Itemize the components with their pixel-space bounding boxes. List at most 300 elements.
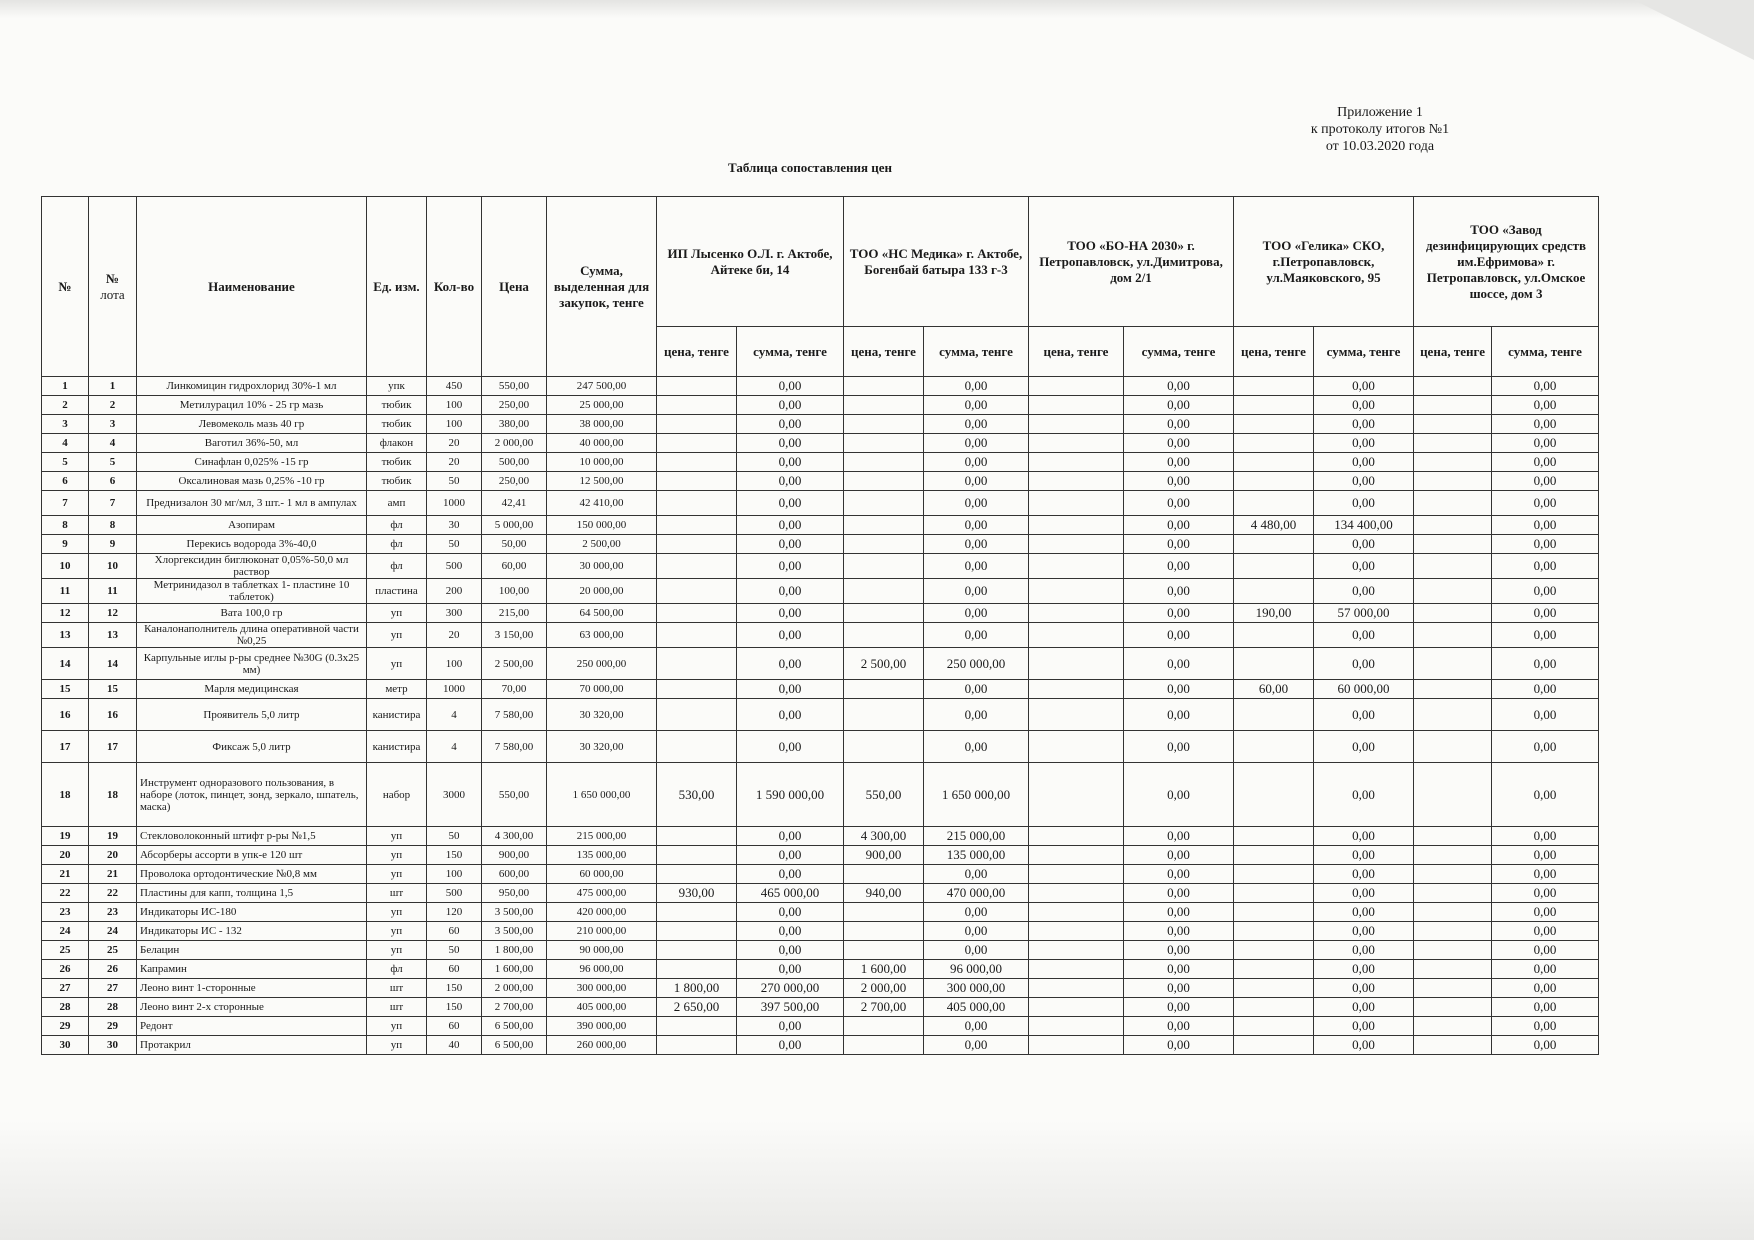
row-unit: пластина xyxy=(367,579,427,604)
row-quantity: 60 xyxy=(427,922,482,941)
row-supplier-1-sum: 0,00 xyxy=(737,535,844,554)
table-row xyxy=(42,554,1599,579)
row-supplier-5-sum: 0,00 xyxy=(1492,648,1599,680)
row-supplier-2-price xyxy=(844,415,924,434)
row-number: 10 xyxy=(42,554,89,579)
row-supplier-3-sum: 0,00 xyxy=(1124,922,1234,941)
row-supplier-3-sum: 0,00 xyxy=(1124,941,1234,960)
sub-header-sum: сумма, тенге xyxy=(1124,327,1234,377)
table-row xyxy=(42,472,1599,491)
row-supplier-5-price xyxy=(1414,434,1492,453)
row-budget: 250 000,00 xyxy=(547,648,657,680)
row-number: 19 xyxy=(42,827,89,846)
row-supplier-5-sum: 0,00 xyxy=(1492,699,1599,731)
row-supplier-2-price xyxy=(844,491,924,516)
row-quantity: 50 xyxy=(427,941,482,960)
row-price: 70,00 xyxy=(482,680,547,699)
row-supplier-2-sum: 96 000,00 xyxy=(924,960,1029,979)
row-unit: уп xyxy=(367,827,427,846)
row-number: 8 xyxy=(42,516,89,535)
row-supplier-2-sum: 0,00 xyxy=(924,535,1029,554)
row-supplier-4-price xyxy=(1234,623,1314,648)
col-header-no: № xyxy=(42,197,89,377)
row-supplier-2-sum: 1 650 000,00 xyxy=(924,763,1029,827)
row-supplier-2-price xyxy=(844,472,924,491)
row-price: 7 580,00 xyxy=(482,699,547,731)
row-supplier-4-price xyxy=(1234,731,1314,763)
row-supplier-2-price: 2 000,00 xyxy=(844,979,924,998)
row-quantity: 50 xyxy=(427,535,482,554)
row-budget: 63 000,00 xyxy=(547,623,657,648)
row-supplier-4-sum: 0,00 xyxy=(1314,763,1414,827)
row-item-name: Протакрил xyxy=(137,1036,367,1055)
row-supplier-1-sum: 0,00 xyxy=(737,516,844,535)
table-row xyxy=(42,516,1599,535)
row-price: 950,00 xyxy=(482,884,547,903)
row-supplier-2-sum: 0,00 xyxy=(924,516,1029,535)
row-supplier-5-price xyxy=(1414,396,1492,415)
row-item-name: Хлоргексидин биглюконат 0,05%-50,0 мл раствор xyxy=(137,554,367,579)
scan-edge-bottom xyxy=(0,1120,1754,1240)
row-number: 20 xyxy=(42,846,89,865)
row-supplier-4-sum: 0,00 xyxy=(1314,535,1414,554)
row-unit: тюбик xyxy=(367,396,427,415)
row-supplier-5-sum: 0,00 xyxy=(1492,680,1599,699)
row-lot-number: 5 xyxy=(89,453,137,472)
row-quantity: 450 xyxy=(427,377,482,396)
row-supplier-3-price xyxy=(1029,979,1124,998)
row-lot-number: 15 xyxy=(89,680,137,699)
row-supplier-2-sum: 470 000,00 xyxy=(924,884,1029,903)
table-row xyxy=(42,648,1599,680)
row-supplier-5-price xyxy=(1414,922,1492,941)
row-supplier-4-price xyxy=(1234,648,1314,680)
row-unit: уп xyxy=(367,846,427,865)
row-supplier-4-price xyxy=(1234,434,1314,453)
row-lot-number: 10 xyxy=(89,554,137,579)
row-supplier-4-price xyxy=(1234,1017,1314,1036)
row-supplier-4-sum: 0,00 xyxy=(1314,415,1414,434)
row-supplier-2-sum: 0,00 xyxy=(924,554,1029,579)
row-number: 12 xyxy=(42,604,89,623)
row-supplier-5-price xyxy=(1414,377,1492,396)
row-supplier-2-sum: 0,00 xyxy=(924,941,1029,960)
row-item-name: Абсорберы ассорти в упк-е 120 шт xyxy=(137,846,367,865)
row-supplier-5-price xyxy=(1414,1036,1492,1055)
row-supplier-3-sum: 0,00 xyxy=(1124,579,1234,604)
col-header-name: Наименование xyxy=(137,197,367,377)
row-supplier-1-price: 530,00 xyxy=(657,763,737,827)
row-lot-number: 19 xyxy=(89,827,137,846)
row-supplier-1-price xyxy=(657,648,737,680)
row-number: 24 xyxy=(42,922,89,941)
row-supplier-4-price xyxy=(1234,922,1314,941)
row-unit: фл xyxy=(367,535,427,554)
row-unit: уп xyxy=(367,648,427,680)
row-supplier-5-price xyxy=(1414,680,1492,699)
row-budget: 150 000,00 xyxy=(547,516,657,535)
row-supplier-1-sum: 0,00 xyxy=(737,1017,844,1036)
row-supplier-4-sum: 0,00 xyxy=(1314,960,1414,979)
row-supplier-3-price xyxy=(1029,623,1124,648)
row-supplier-5-sum: 0,00 xyxy=(1492,472,1599,491)
row-price: 550,00 xyxy=(482,763,547,827)
row-supplier-2-sum: 0,00 xyxy=(924,377,1029,396)
row-supplier-3-price xyxy=(1029,415,1124,434)
row-supplier-3-price xyxy=(1029,396,1124,415)
row-supplier-5-price xyxy=(1414,699,1492,731)
row-supplier-4-sum: 0,00 xyxy=(1314,903,1414,922)
row-number: 2 xyxy=(42,396,89,415)
row-supplier-1-sum: 0,00 xyxy=(737,922,844,941)
row-supplier-1-price xyxy=(657,903,737,922)
row-supplier-3-price xyxy=(1029,960,1124,979)
row-supplier-5-price xyxy=(1414,865,1492,884)
row-supplier-3-sum: 0,00 xyxy=(1124,648,1234,680)
row-supplier-4-price xyxy=(1234,554,1314,579)
row-supplier-4-sum: 0,00 xyxy=(1314,377,1414,396)
row-unit: метр xyxy=(367,680,427,699)
row-supplier-2-sum: 215 000,00 xyxy=(924,827,1029,846)
row-supplier-1-price xyxy=(657,434,737,453)
row-supplier-1-sum: 0,00 xyxy=(737,396,844,415)
row-quantity: 150 xyxy=(427,998,482,1017)
row-lot-number: 12 xyxy=(89,604,137,623)
row-supplier-3-sum: 0,00 xyxy=(1124,434,1234,453)
row-supplier-4-sum: 57 000,00 xyxy=(1314,604,1414,623)
row-unit: тюбик xyxy=(367,472,427,491)
row-supplier-2-price: 550,00 xyxy=(844,763,924,827)
row-supplier-5-sum: 0,00 xyxy=(1492,604,1599,623)
row-supplier-1-price xyxy=(657,960,737,979)
row-price: 100,00 xyxy=(482,579,547,604)
row-supplier-5-sum: 0,00 xyxy=(1492,884,1599,903)
row-supplier-2-price xyxy=(844,579,924,604)
row-supplier-2-price: 940,00 xyxy=(844,884,924,903)
row-unit: шт xyxy=(367,998,427,1017)
row-budget: 96 000,00 xyxy=(547,960,657,979)
row-supplier-3-sum: 0,00 xyxy=(1124,415,1234,434)
row-supplier-5-price xyxy=(1414,998,1492,1017)
table-row xyxy=(42,377,1599,396)
row-supplier-3-sum: 0,00 xyxy=(1124,865,1234,884)
row-number: 6 xyxy=(42,472,89,491)
row-supplier-4-price xyxy=(1234,453,1314,472)
row-supplier-1-price xyxy=(657,396,737,415)
row-supplier-1-sum: 270 000,00 xyxy=(737,979,844,998)
row-supplier-1-price xyxy=(657,1036,737,1055)
row-supplier-1-price: 930,00 xyxy=(657,884,737,903)
row-supplier-2-sum: 0,00 xyxy=(924,453,1029,472)
row-supplier-1-price: 2 650,00 xyxy=(657,998,737,1017)
row-quantity: 4 xyxy=(427,731,482,763)
row-lot-number: 29 xyxy=(89,1017,137,1036)
row-unit: уп xyxy=(367,1017,427,1036)
row-supplier-5-price xyxy=(1414,453,1492,472)
row-supplier-4-price xyxy=(1234,941,1314,960)
row-supplier-1-price xyxy=(657,604,737,623)
row-lot-number: 14 xyxy=(89,648,137,680)
row-budget: 135 000,00 xyxy=(547,846,657,865)
sub-header-price: цена, тенге xyxy=(1414,327,1492,377)
row-supplier-5-price xyxy=(1414,579,1492,604)
row-unit: уп xyxy=(367,604,427,623)
row-supplier-4-sum: 60 000,00 xyxy=(1314,680,1414,699)
row-supplier-3-sum: 0,00 xyxy=(1124,884,1234,903)
row-supplier-2-sum: 0,00 xyxy=(924,623,1029,648)
appendix-line-3: от 10.03.2020 года xyxy=(1325,139,1435,154)
row-budget: 247 500,00 xyxy=(547,377,657,396)
row-supplier-1-sum: 0,00 xyxy=(737,731,844,763)
row-number: 26 xyxy=(42,960,89,979)
row-unit: упк xyxy=(367,377,427,396)
row-supplier-1-sum: 0,00 xyxy=(737,377,844,396)
row-number: 5 xyxy=(42,453,89,472)
row-supplier-3-sum: 0,00 xyxy=(1124,846,1234,865)
row-supplier-3-price xyxy=(1029,491,1124,516)
row-supplier-3-sum: 0,00 xyxy=(1124,731,1234,763)
row-quantity: 100 xyxy=(427,396,482,415)
row-supplier-5-sum: 0,00 xyxy=(1492,960,1599,979)
row-supplier-5-sum: 0,00 xyxy=(1492,941,1599,960)
row-supplier-1-price xyxy=(657,579,737,604)
row-supplier-2-sum: 0,00 xyxy=(924,865,1029,884)
row-budget: 10 000,00 xyxy=(547,453,657,472)
col-header-qty: Кол-во xyxy=(427,197,482,377)
row-quantity: 120 xyxy=(427,903,482,922)
supplier-header-3: ТОО «БО-НА 2030» г. Петропавловск, ул.Димитрова, дом 2/1 xyxy=(1029,197,1234,327)
row-supplier-5-price xyxy=(1414,903,1492,922)
row-supplier-3-price xyxy=(1029,884,1124,903)
row-supplier-5-price xyxy=(1414,960,1492,979)
row-budget: 64 500,00 xyxy=(547,604,657,623)
row-supplier-2-sum: 0,00 xyxy=(924,415,1029,434)
row-item-name: Леоно винт 2-х сторонные xyxy=(137,998,367,1017)
row-quantity: 200 xyxy=(427,579,482,604)
row-budget: 215 000,00 xyxy=(547,827,657,846)
row-quantity: 100 xyxy=(427,415,482,434)
row-supplier-1-price xyxy=(657,554,737,579)
row-budget: 30 000,00 xyxy=(547,554,657,579)
row-supplier-5-price xyxy=(1414,535,1492,554)
row-lot-number: 22 xyxy=(89,884,137,903)
table-row xyxy=(42,579,1599,604)
row-supplier-3-sum: 0,00 xyxy=(1124,699,1234,731)
row-unit: канистира xyxy=(367,731,427,763)
row-supplier-2-price xyxy=(844,516,924,535)
row-supplier-1-sum: 0,00 xyxy=(737,434,844,453)
row-supplier-4-sum: 0,00 xyxy=(1314,922,1414,941)
row-supplier-3-price xyxy=(1029,846,1124,865)
row-supplier-2-price xyxy=(844,453,924,472)
row-supplier-5-sum: 0,00 xyxy=(1492,554,1599,579)
row-number: 3 xyxy=(42,415,89,434)
row-quantity: 500 xyxy=(427,554,482,579)
table-row xyxy=(42,491,1599,516)
row-item-name: Метринидазол в таблетках 1- пластине 10 таблеток) xyxy=(137,579,367,604)
table-row xyxy=(42,884,1599,903)
row-supplier-3-price xyxy=(1029,903,1124,922)
table-row xyxy=(42,396,1599,415)
row-unit: амп xyxy=(367,491,427,516)
row-number: 7 xyxy=(42,491,89,516)
row-supplier-2-sum: 0,00 xyxy=(924,1036,1029,1055)
sub-header-price: цена, тенге xyxy=(1029,327,1124,377)
row-lot-number: 23 xyxy=(89,903,137,922)
row-supplier-5-sum: 0,00 xyxy=(1492,623,1599,648)
row-supplier-1-sum: 397 500,00 xyxy=(737,998,844,1017)
row-lot-number: 8 xyxy=(89,516,137,535)
row-supplier-1-price xyxy=(657,699,737,731)
row-price: 60,00 xyxy=(482,554,547,579)
row-quantity: 1000 xyxy=(427,680,482,699)
row-supplier-2-price: 900,00 xyxy=(844,846,924,865)
row-supplier-3-sum: 0,00 xyxy=(1124,453,1234,472)
table-row xyxy=(42,1036,1599,1055)
row-item-name: Индикаторы ИС - 132 xyxy=(137,922,367,941)
row-supplier-3-price xyxy=(1029,535,1124,554)
row-supplier-2-price xyxy=(844,396,924,415)
row-supplier-2-price xyxy=(844,731,924,763)
row-quantity: 500 xyxy=(427,884,482,903)
row-item-name: Левомеколь мазь 40 гр xyxy=(137,415,367,434)
row-supplier-4-price xyxy=(1234,865,1314,884)
row-supplier-5-price xyxy=(1414,554,1492,579)
row-supplier-5-price xyxy=(1414,884,1492,903)
price-comparison-table xyxy=(41,196,1599,1055)
row-supplier-3-sum: 0,00 xyxy=(1124,1017,1234,1036)
row-item-name: Метилурацил 10% - 25 гр мазь xyxy=(137,396,367,415)
row-unit: фл xyxy=(367,554,427,579)
row-item-name: Редонт xyxy=(137,1017,367,1036)
row-item-name: Каналонаполнитель длина оперативной части №0,25 xyxy=(137,623,367,648)
row-item-name: Леоно винт 1-сторонные xyxy=(137,979,367,998)
row-unit: тюбик xyxy=(367,415,427,434)
row-supplier-4-price xyxy=(1234,884,1314,903)
row-supplier-1-price xyxy=(657,377,737,396)
row-supplier-5-sum: 0,00 xyxy=(1492,579,1599,604)
row-supplier-5-sum: 0,00 xyxy=(1492,827,1599,846)
row-supplier-3-price xyxy=(1029,579,1124,604)
page-corner-fold xyxy=(1634,0,1754,60)
row-price: 2 000,00 xyxy=(482,434,547,453)
row-unit: набор xyxy=(367,763,427,827)
col-header-unit: Ед. изм. xyxy=(367,197,427,377)
row-price: 4 300,00 xyxy=(482,827,547,846)
row-number: 1 xyxy=(42,377,89,396)
row-budget: 90 000,00 xyxy=(547,941,657,960)
row-supplier-4-price xyxy=(1234,472,1314,491)
table-row xyxy=(42,960,1599,979)
row-price: 3 150,00 xyxy=(482,623,547,648)
row-supplier-2-price xyxy=(844,865,924,884)
col-header-price: Цена xyxy=(482,197,547,377)
row-item-name: Ваготил 36%-50, мл xyxy=(137,434,367,453)
row-supplier-4-price xyxy=(1234,846,1314,865)
row-supplier-2-sum: 405 000,00 xyxy=(924,998,1029,1017)
row-supplier-4-price xyxy=(1234,903,1314,922)
row-item-name: Капрамин xyxy=(137,960,367,979)
row-supplier-2-sum: 0,00 xyxy=(924,699,1029,731)
row-unit: уп xyxy=(367,941,427,960)
row-quantity: 1000 xyxy=(427,491,482,516)
row-supplier-4-price xyxy=(1234,491,1314,516)
row-lot-number: 18 xyxy=(89,763,137,827)
row-lot-number: 13 xyxy=(89,623,137,648)
row-lot-number: 1 xyxy=(89,377,137,396)
row-supplier-4-sum: 0,00 xyxy=(1314,472,1414,491)
row-supplier-3-price xyxy=(1029,554,1124,579)
row-quantity: 50 xyxy=(427,472,482,491)
row-supplier-2-sum: 135 000,00 xyxy=(924,846,1029,865)
table-row xyxy=(42,998,1599,1017)
row-unit: фл xyxy=(367,960,427,979)
row-supplier-4-price xyxy=(1234,377,1314,396)
row-quantity: 100 xyxy=(427,865,482,884)
row-supplier-3-price xyxy=(1029,604,1124,623)
row-supplier-2-price xyxy=(844,604,924,623)
table-row xyxy=(42,846,1599,865)
row-budget: 2 500,00 xyxy=(547,535,657,554)
row-supplier-5-sum: 0,00 xyxy=(1492,434,1599,453)
row-supplier-1-sum: 0,00 xyxy=(737,579,844,604)
row-supplier-5-price xyxy=(1414,516,1492,535)
row-budget: 260 000,00 xyxy=(547,1036,657,1055)
row-supplier-5-sum: 0,00 xyxy=(1492,763,1599,827)
row-unit: уп xyxy=(367,865,427,884)
row-supplier-2-price: 2 500,00 xyxy=(844,648,924,680)
row-supplier-3-sum: 0,00 xyxy=(1124,680,1234,699)
row-supplier-4-sum: 0,00 xyxy=(1314,623,1414,648)
row-supplier-1-price xyxy=(657,846,737,865)
row-supplier-5-sum: 0,00 xyxy=(1492,865,1599,884)
row-lot-number: 27 xyxy=(89,979,137,998)
row-supplier-4-sum: 0,00 xyxy=(1314,699,1414,731)
row-supplier-4-sum: 0,00 xyxy=(1314,491,1414,516)
row-supplier-5-sum: 0,00 xyxy=(1492,453,1599,472)
table-row xyxy=(42,941,1599,960)
sub-header-sum: сумма, тенге xyxy=(737,327,844,377)
row-supplier-3-price xyxy=(1029,453,1124,472)
row-supplier-3-price xyxy=(1029,648,1124,680)
row-lot-number: 7 xyxy=(89,491,137,516)
row-supplier-2-price xyxy=(844,699,924,731)
row-supplier-5-price xyxy=(1414,415,1492,434)
row-number: 17 xyxy=(42,731,89,763)
supplier-header-5: ТОО «Завод дезинфицирующих средств им.Ефримова» г. Петропавловск, ул.Омское шоссе, дом 3 xyxy=(1414,197,1599,327)
row-supplier-4-sum: 0,00 xyxy=(1314,865,1414,884)
row-number: 13 xyxy=(42,623,89,648)
row-price: 1 800,00 xyxy=(482,941,547,960)
row-quantity: 30 xyxy=(427,516,482,535)
row-price: 380,00 xyxy=(482,415,547,434)
row-supplier-4-price: 4 480,00 xyxy=(1234,516,1314,535)
row-supplier-3-price xyxy=(1029,998,1124,1017)
row-supplier-2-sum: 0,00 xyxy=(924,1017,1029,1036)
appendix-line-1: Приложение 1 xyxy=(1337,105,1423,120)
row-supplier-2-sum: 0,00 xyxy=(924,472,1029,491)
row-supplier-3-price xyxy=(1029,516,1124,535)
sub-header-sum: сумма, тенге xyxy=(1492,327,1599,377)
table-row xyxy=(42,827,1599,846)
col-header-lot-no xyxy=(89,197,137,377)
row-number: 18 xyxy=(42,763,89,827)
row-number: 22 xyxy=(42,884,89,903)
table-row xyxy=(42,453,1599,472)
row-supplier-5-price xyxy=(1414,648,1492,680)
row-supplier-3-price xyxy=(1029,865,1124,884)
sub-header-price: цена, тенге xyxy=(1234,327,1314,377)
